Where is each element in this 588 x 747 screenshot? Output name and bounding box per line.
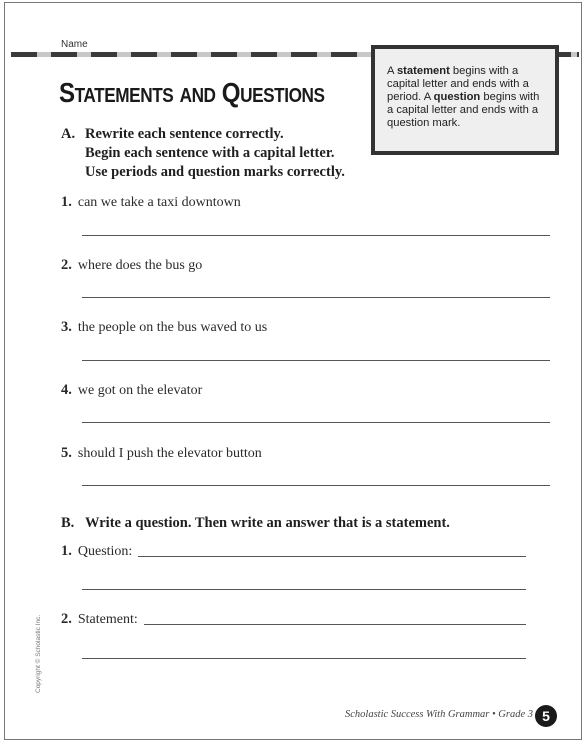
copyright-notice: Copyright © Scholastic Inc. xyxy=(35,614,42,693)
rule-term-question: question xyxy=(433,91,481,103)
item-sentence: should I push the elevator button xyxy=(77,446,262,461)
item-number: 2. xyxy=(61,611,72,627)
rule-text-3: begins with a capital letter and ends with a question mark. xyxy=(387,91,540,129)
answer-line-5[interactable] xyxy=(82,485,550,486)
item-2 xyxy=(61,257,202,274)
item-sentence: where does the bus go xyxy=(77,258,203,273)
page-title: Statements and Questions xyxy=(59,77,325,108)
name-line xyxy=(11,52,373,57)
item-number: 4. xyxy=(61,382,72,398)
statement-item xyxy=(61,611,526,628)
section-a-line-2: Begin each sentence with a capital letter. xyxy=(85,145,335,161)
item-number: 1. xyxy=(61,543,72,559)
item-5 xyxy=(61,445,262,462)
section-b-instructions xyxy=(61,515,450,532)
item-number: 2. xyxy=(61,257,72,273)
item-1 xyxy=(61,194,241,211)
item-sentence: we got on the elevator xyxy=(77,383,203,398)
item-3 xyxy=(61,319,267,336)
item-number: 1. xyxy=(61,194,72,210)
item-sentence: the people on the bus waved to us xyxy=(77,320,268,335)
answer-line-4[interactable] xyxy=(82,422,550,423)
answer-line-1[interactable] xyxy=(82,235,550,236)
section-b-letter: B. xyxy=(61,515,75,531)
section-a-line-1: Rewrite each sentence correctly. xyxy=(85,126,284,142)
worksheet-page xyxy=(4,2,582,740)
answer-line-2[interactable] xyxy=(82,297,550,298)
name-label: Name xyxy=(61,39,88,50)
item-4 xyxy=(61,382,202,399)
item-number: 3. xyxy=(61,319,72,335)
item-number: 5. xyxy=(61,445,72,461)
section-a-instructions xyxy=(61,125,345,182)
statement-answer-line-2[interactable] xyxy=(82,658,526,659)
question-item xyxy=(61,543,526,560)
question-answer-line[interactable] xyxy=(138,555,526,557)
section-b-instruction: Write a question. Then write an answer that is a statement. xyxy=(85,515,450,531)
book-credit: Scholastic Success With Grammar • Grade 3 xyxy=(345,709,533,720)
page-number-badge: 5 xyxy=(535,705,557,727)
question-label: Question: xyxy=(77,544,133,559)
rule-callout-box xyxy=(371,45,559,155)
rule-text-2: begins with a capital letter and ends with a period. A xyxy=(387,65,529,103)
question-answer-line-2[interactable] xyxy=(82,589,526,590)
name-line-end xyxy=(557,52,579,57)
statement-answer-line[interactable] xyxy=(144,623,526,625)
rule-text-1: A xyxy=(387,65,397,77)
section-a-letter: A. xyxy=(61,126,76,142)
item-sentence: can we take a taxi downtown xyxy=(77,195,241,210)
statement-label: Statement: xyxy=(77,612,138,627)
section-a-line-3: Use periods and question marks correctly. xyxy=(85,164,345,180)
rule-term-statement: statement xyxy=(396,65,450,77)
answer-line-3[interactable] xyxy=(82,360,550,361)
